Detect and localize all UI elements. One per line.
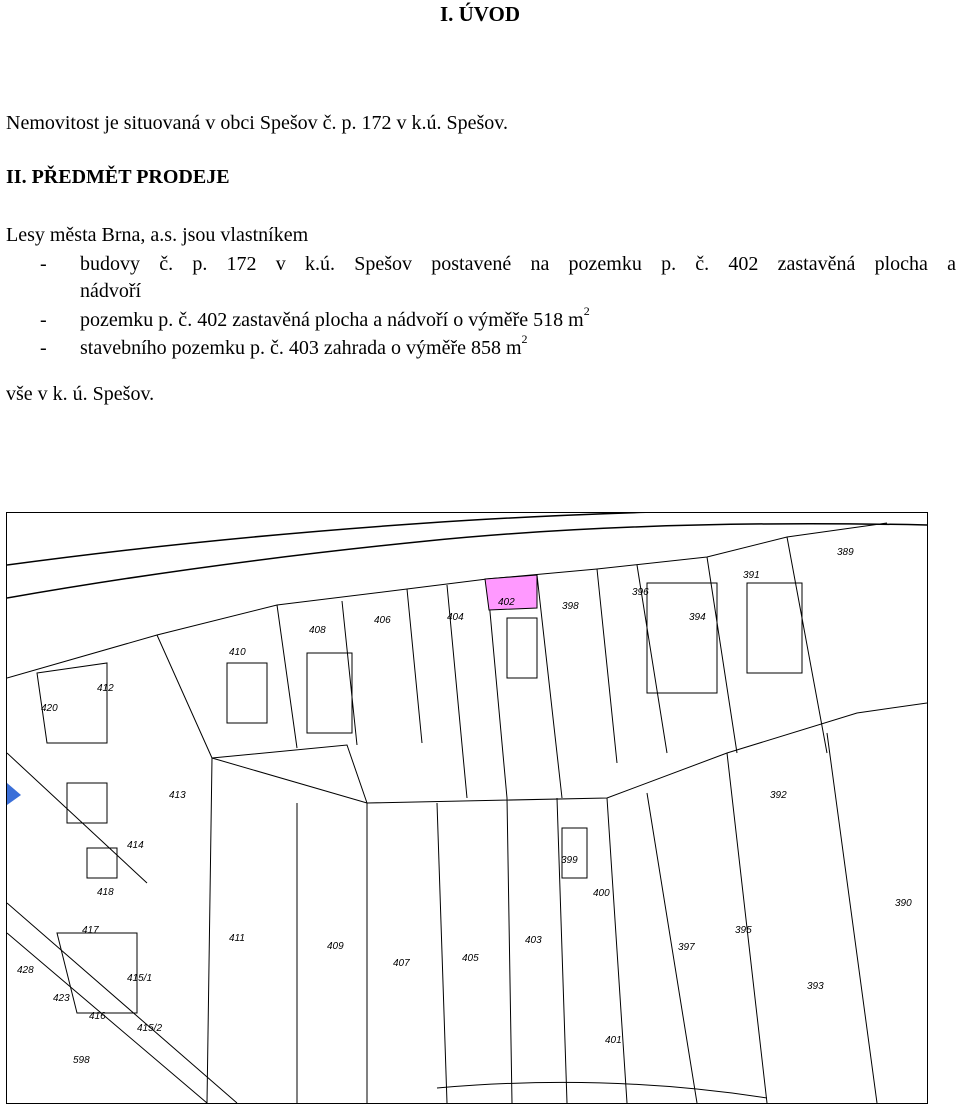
superscript: 2 xyxy=(521,332,528,347)
parcel-label: 428 xyxy=(17,965,34,976)
parcel-label: 401 xyxy=(605,1035,622,1046)
bullet-parcel-402-text: pozemku p. č. 402 zastavěná plocha a nádvoří o výměře 518 m xyxy=(80,309,584,331)
parcel-label: 411 xyxy=(229,933,245,944)
parcel-label: 407 xyxy=(393,958,410,969)
bullet-building-line2: nádvoří xyxy=(80,280,142,302)
parcel-label: 393 xyxy=(807,981,824,992)
bullet-dash: - xyxy=(40,309,47,331)
heading-intro: I. ÚVOD xyxy=(439,2,521,26)
parcel-label: 390 xyxy=(895,898,912,909)
parcel-label: 406 xyxy=(374,615,391,626)
location-marker-icon xyxy=(7,783,21,805)
bullet-dash: - xyxy=(40,253,47,275)
parcel-label: 394 xyxy=(689,612,706,623)
owner-line: Lesy města Brna, a.s. jsou vlastníkem xyxy=(6,224,309,246)
parcel-label: 398 xyxy=(562,601,579,612)
parcel-label: 405 xyxy=(462,953,479,964)
parcel-label: 403 xyxy=(525,935,542,946)
parcel-label: 417 xyxy=(82,925,99,936)
parcel-label: 395 xyxy=(735,925,752,936)
superscript: 2 xyxy=(583,304,590,319)
cadastral-map xyxy=(6,512,928,1104)
footer-line: vše v k. ú. Spešov. xyxy=(6,383,155,405)
parcel-label: 392 xyxy=(770,790,787,801)
parcel-label: 416 xyxy=(89,1011,106,1022)
parcel-label: 415/1 xyxy=(127,973,153,984)
cadastral-map-drawing xyxy=(7,513,927,1103)
parcel-label: 412 xyxy=(97,683,114,694)
parcel-label: 413 xyxy=(169,790,186,801)
bullet-parcel-403 xyxy=(80,332,528,360)
parcel-label: 404 xyxy=(447,612,464,623)
bullet-parcel-402 xyxy=(80,304,590,332)
parcel-label: 391 xyxy=(743,570,760,581)
intro-paragraph: Nemovitost je situovaná v obci Spešov č. p. 172 v k.ú. Spešov. xyxy=(6,112,508,134)
heading-subject-of-sale: II. PŘEDMĚT PRODEJE xyxy=(6,166,230,188)
parcel-label: 409 xyxy=(327,941,344,952)
parcel-label: 420 xyxy=(41,703,58,714)
parcel-label: 399 xyxy=(561,855,578,866)
parcel-label: 418 xyxy=(97,887,114,898)
parcel-label: 598 xyxy=(73,1055,90,1066)
parcel-label: 415/2 xyxy=(137,1023,163,1034)
bullet-dash: - xyxy=(40,337,47,359)
parcel-label: 396 xyxy=(632,587,649,598)
parcel-label: 400 xyxy=(593,888,610,899)
bullet-building-line1: budovy č. p. 172 v k.ú. Spešov postavené na pozemku p. č. 402 zastavěná plocha a xyxy=(80,253,956,275)
parcel-label: 423 xyxy=(53,993,70,1004)
parcel-label: 389 xyxy=(837,547,854,558)
parcel-label: 414 xyxy=(127,840,144,851)
parcel-label: 410 xyxy=(229,647,246,658)
parcel-label: 408 xyxy=(309,625,326,636)
bullet-parcel-403-text: stavebního pozemku p. č. 403 zahrada o výměře 858 m xyxy=(80,337,522,359)
parcel-label: 402 xyxy=(498,597,515,608)
parcel-label: 397 xyxy=(678,942,695,953)
